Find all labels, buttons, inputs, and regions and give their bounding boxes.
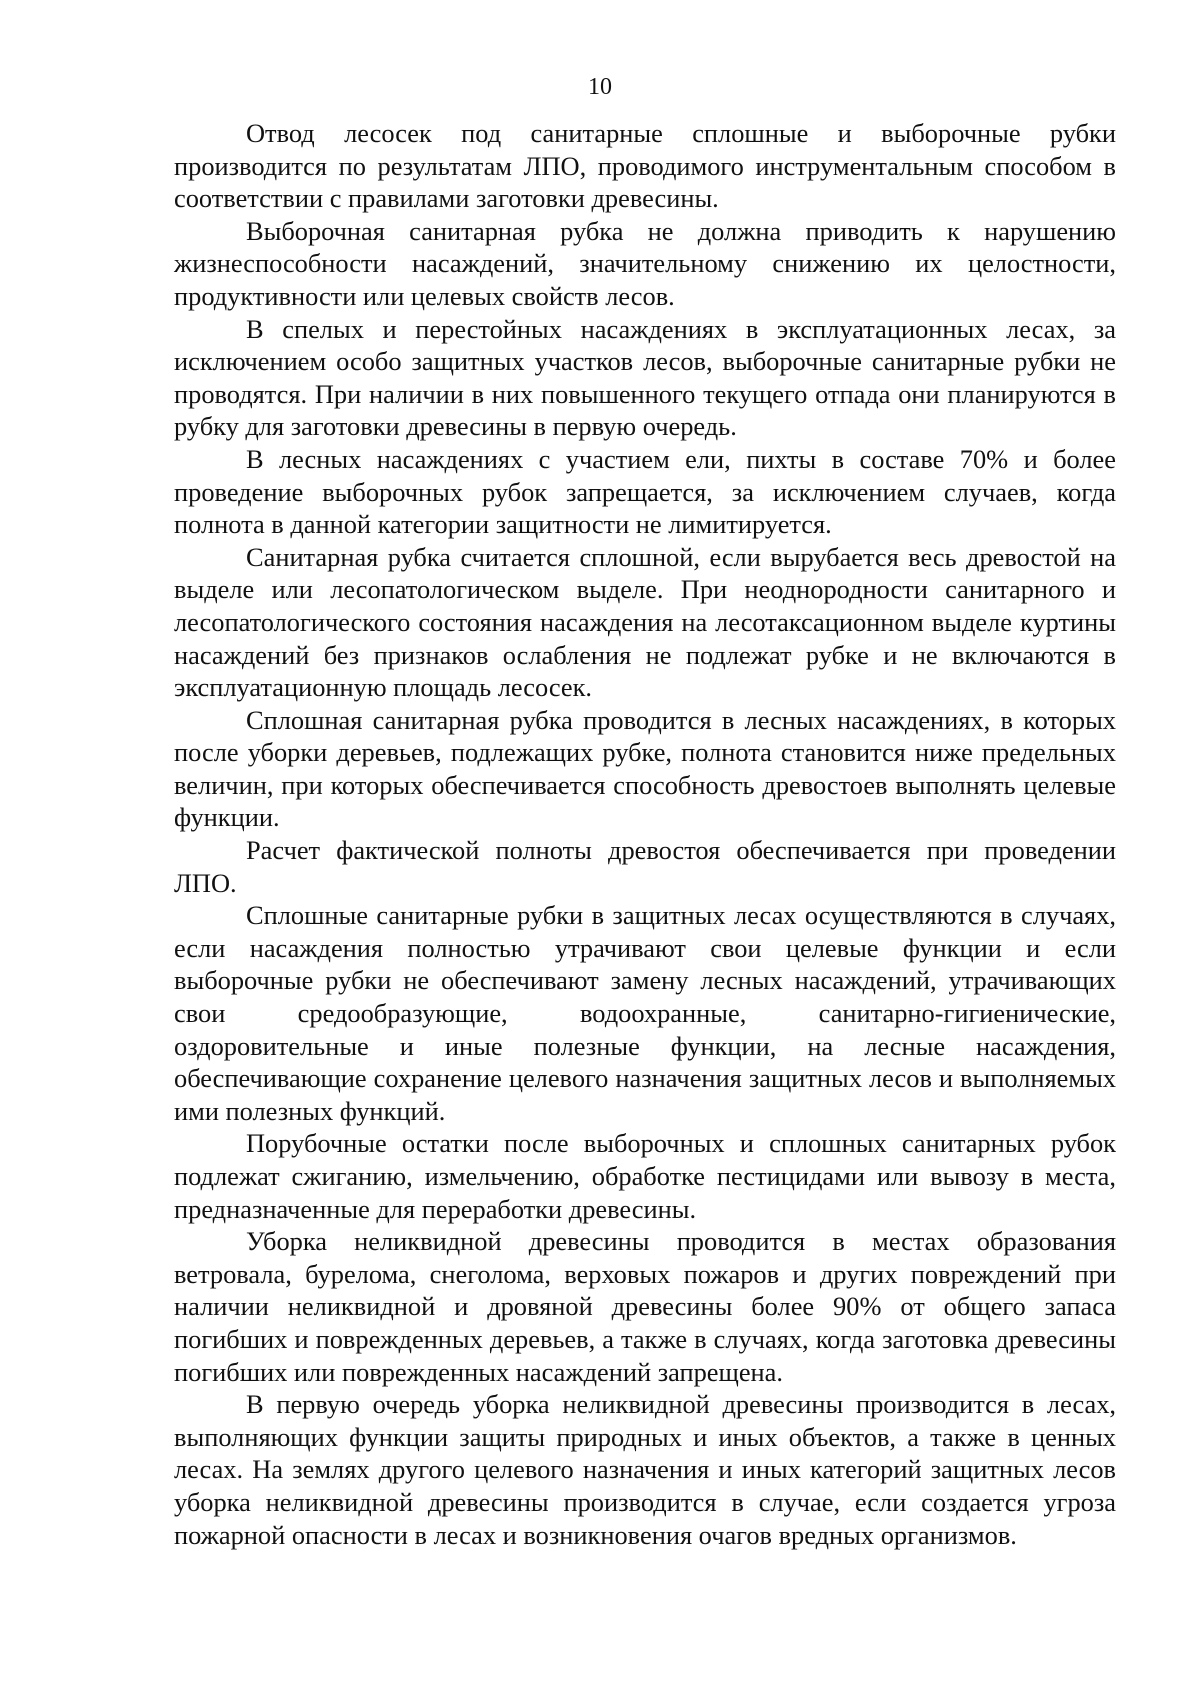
paragraph-3: В спелых и перестойных насаждениях в эксплуатационных лесах, за исключением особо защитных участков лесов, выборочные санитарные рубки не проводятся. При наличии в них повышенного текущего отпада они планируются в рубку для заготовки древесины в первую очередь. (174, 313, 1116, 442)
page-number: 10 (588, 74, 612, 100)
paragraph-11: В первую очередь уборка неликвидной древесины производится в лесах, выполняющих функции защиты природных и иных объектов, а также в ценных лесах. На землях другого целевого назначения и иных категорий защитных лесов уборка неликвидной древесины производится в случае, если создается угроза пожарной опасности в лесах и возникновения очагов вредных организмов. (174, 1389, 1116, 1550)
paragraph-6: Сплошная санитарная рубка проводится в лесных насаждениях, в которых после уборки деревьев, подлежащих рубке, полнота становится ниже предельных величин, при которых обеспечивается способность древостоев выполнять целевые функции. (174, 704, 1116, 833)
paragraph-10: Уборка неликвидной древесины проводится в местах образования ветровала, бурелома, снеголома, верховых пожаров и других повреждений при наличии неликвидной и дровяной древесины более 90% от общего запаса погибших и поврежденных деревьев, а также в случаях, когда заготовка древесины погибших или поврежденных насаждений запрещена. (174, 1226, 1116, 1387)
paragraph-7: Расчет фактической полноты древостоя обеспечивается при проведении ЛПО. (174, 835, 1116, 898)
paragraph-8: Сплошные санитарные рубки в защитных лесах осуществляются в случаях, если насаждения полностью утрачивают свои целевые функции и если выборочные рубки не обеспечивают замену лесных насаждений, утрачивающих свои средообразующие, водоохранные, санитарно-гигиенические, оздоровительные и иные полезные функции, на лесные насаждения, обеспечивающие сохранение целевого назначения защитных лесов и выполняемых ими полезных функций. (174, 900, 1116, 1126)
paragraph-1: Отвод лесосек под санитарные сплошные и выборочные рубки производится по результатам ЛПО, проводимого инструментальным способом в соответствии с правилами заготовки древесины. (174, 118, 1116, 214)
document-body (174, 117, 1116, 1551)
paragraph-4: В лесных насаждениях с участием ели, пихты в составе 70% и более проведение выборочных рубок запрещается, за исключением случаев, когда полнота в данной категории защитности не лимитируется. (174, 443, 1116, 540)
paragraph-5: Санитарная рубка считается сплошной, если вырубается весь древостой на выделе или лесопатологическом выделе. При неоднородности санитарного и лесопатологического состояния насаждения на лесотаксационном выделе куртины насаждений без признаков ослабления не подлежат рубке и не включаются в эксплуатационную площадь лесосек. (174, 541, 1116, 703)
paragraph-2: Выборочная санитарная рубка не должна приводить к нарушению жизнеспособности насаждений, значительному снижению их целостности, продуктивности или целевых свойств лесов. (174, 215, 1116, 311)
paragraph-9: Порубочные остатки после выборочных и сплошных санитарных рубок подлежат сжиганию, измельчению, обработке пестицидами или вывозу в места, предназначенные для переработки древесины. (174, 1128, 1116, 1224)
